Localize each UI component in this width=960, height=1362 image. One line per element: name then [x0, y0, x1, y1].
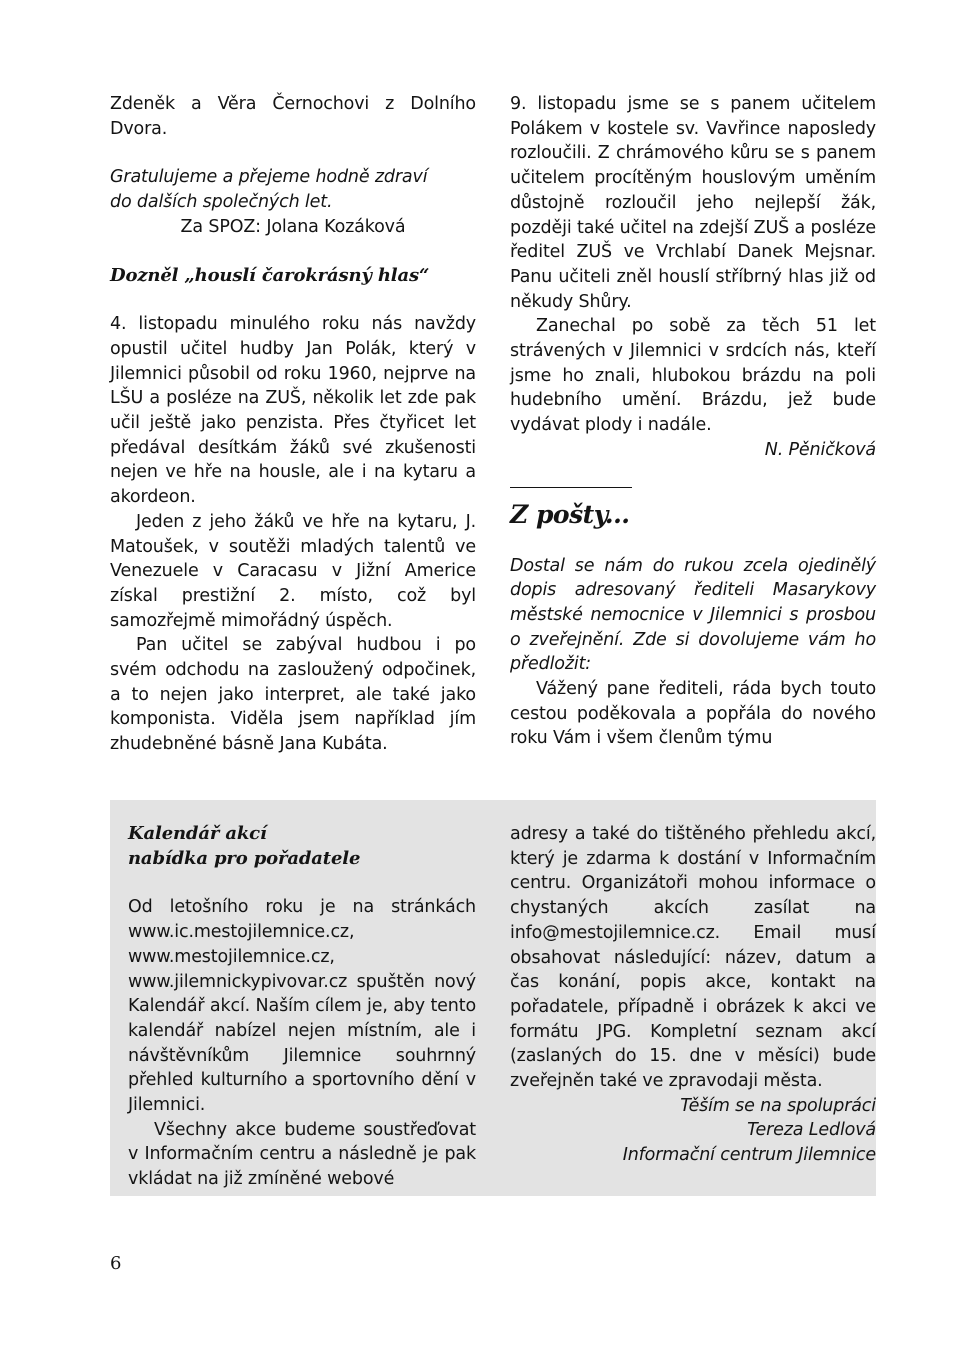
calendar-closing: Těším se na spolupráci — [680, 1095, 876, 1116]
article-paragraph-2: Jeden z jeho žáků ve hře na kytaru, J. Matoušek, v soutěži mladých talentů ve Venezuele v Caracasu v Jižní Americe získal prestižní 2. místo, což byl samozřejmě mimořádný úspěch. — [110, 511, 476, 631]
article-paragraph-5: Zanechal po sobě za těch 51 let strávených v Jilemnici v srdcích nás, kteří jsme ho znali, hlubokou brázdu na poli hudebního umění. Brázdu, jež bude vydávat plody i nadále. — [510, 316, 876, 436]
calendar-left-column — [128, 822, 476, 1192]
mail-letter: Vážený pane řediteli, ráda bych touto cestou poděkovala a popřála do nového roku Vám i všem členům týmu — [510, 679, 876, 749]
article-paragraph-3: Pan učitel se zabýval hudbou i po svém odchodu na zasloužený odpočinek, a to nejen jako interpret, ale také jako komponista. Viděla jsem například jím zhudebněné básně Jana Kubáta. — [110, 635, 476, 755]
calendar-title-line-2: nabídka pro pořadatele — [128, 847, 361, 869]
right-column — [510, 92, 876, 751]
article-paragraph-1: 4. listopadu minulého roku nás navždy opustil učitel hudby Jan Polák, který v Jilemnici působil od roku 1960, nejprve na LŠU a posléze na ZUŠ, několik let zde pak učil ještě jako penzista. Přes čtyřicet let předával desítkám žáků své zkušenosti nejen ve hře na housle, ale i na kytaru a akordeon. — [110, 314, 476, 508]
calendar-right-column — [510, 822, 876, 1168]
left-column — [110, 92, 476, 757]
calendar-paragraph-1: Od letošního roku je na stránkách www.ic.mestojilemnice.cz, www.mestojilemnice.cz, www.jilemnickypivovar.cz spuštěn nový Kalendář akcí. Naším cílem je, aby tento kalendář nabízel nejen místním, ale i návštěvníkům Jilemnice souhrnný přehled kulturního a sportovního dění v Jilemnici. — [128, 897, 476, 1116]
calendar-signature-name: Tereza Ledlová — [747, 1120, 876, 1141]
calendar-paragraph-3: adresy a také do tištěného přehledu akcí, který je zdarma k dostání v Informačním centru. Organizátoři mohou informace o chystaných akcích zasílat na info@mestojilemnice.cz. Email musí obsahovat následující: název, datum a čas konání, popis akce, kontakt na pořadatele, případně i obrázek k akci ve formátu JPG. Kompletní seznam akcí (zaslaných do 15. dne v měsíci) bude zveřejněn také ve zpravodaji města. — [510, 824, 876, 1092]
calendar-title-line-1: Kalendář akcí — [128, 823, 267, 844]
calendar-paragraph-2: Všechny akce budeme soustřeďovat v Informačním centru a následně je pak vkládat na již zmíněné webové — [128, 1119, 476, 1190]
calendar-signature-organization: Informační centrum Jilemnice — [622, 1145, 876, 1166]
section-divider — [510, 487, 632, 488]
mail-intro: Dostal se nám do rukou zcela ojedinělý dopis adresovaný řediteli Masarykovy městské nemocnice v Jilemnici s prosbou o zveřejnění. Zde si dovolujeme vám ho předložit: — [510, 555, 876, 675]
congratulation-line-2: do dalších společných let. — [110, 192, 333, 213]
page-number: 6 — [110, 1253, 122, 1274]
congratulation-line-1: Gratulujeme a přejeme hodně zdraví — [110, 167, 428, 188]
congratulation-signature: Za SPOZ: Jolana Kozáková — [180, 216, 406, 237]
article-heading: Dozněl „houslí čarokrásný hlas“ — [110, 264, 430, 286]
intro-text: Zdeněk a Věra Černochovi z Dolního Dvora. — [110, 94, 476, 139]
mail-section-heading: Z pošty... — [510, 499, 630, 529]
article-paragraph-4: 9. listopadu jsme se s panem učitelem Polákem v kostele sv. Vavřince naposledy rozloučili. Z chrámového kůru se s panem učitelem procítěným houslovým uměním důstojně rozloučil jeho nejlepší žák, později také učitel na zdejší ZUŠ a posléze ředitel ZUŠ ve Vrchlabí Danek Mejsnar. Panu učiteli zněl houslí stříbrný hlas již od někudy Shůry. — [510, 94, 876, 312]
article-signature: N. Pěničková — [764, 439, 876, 460]
